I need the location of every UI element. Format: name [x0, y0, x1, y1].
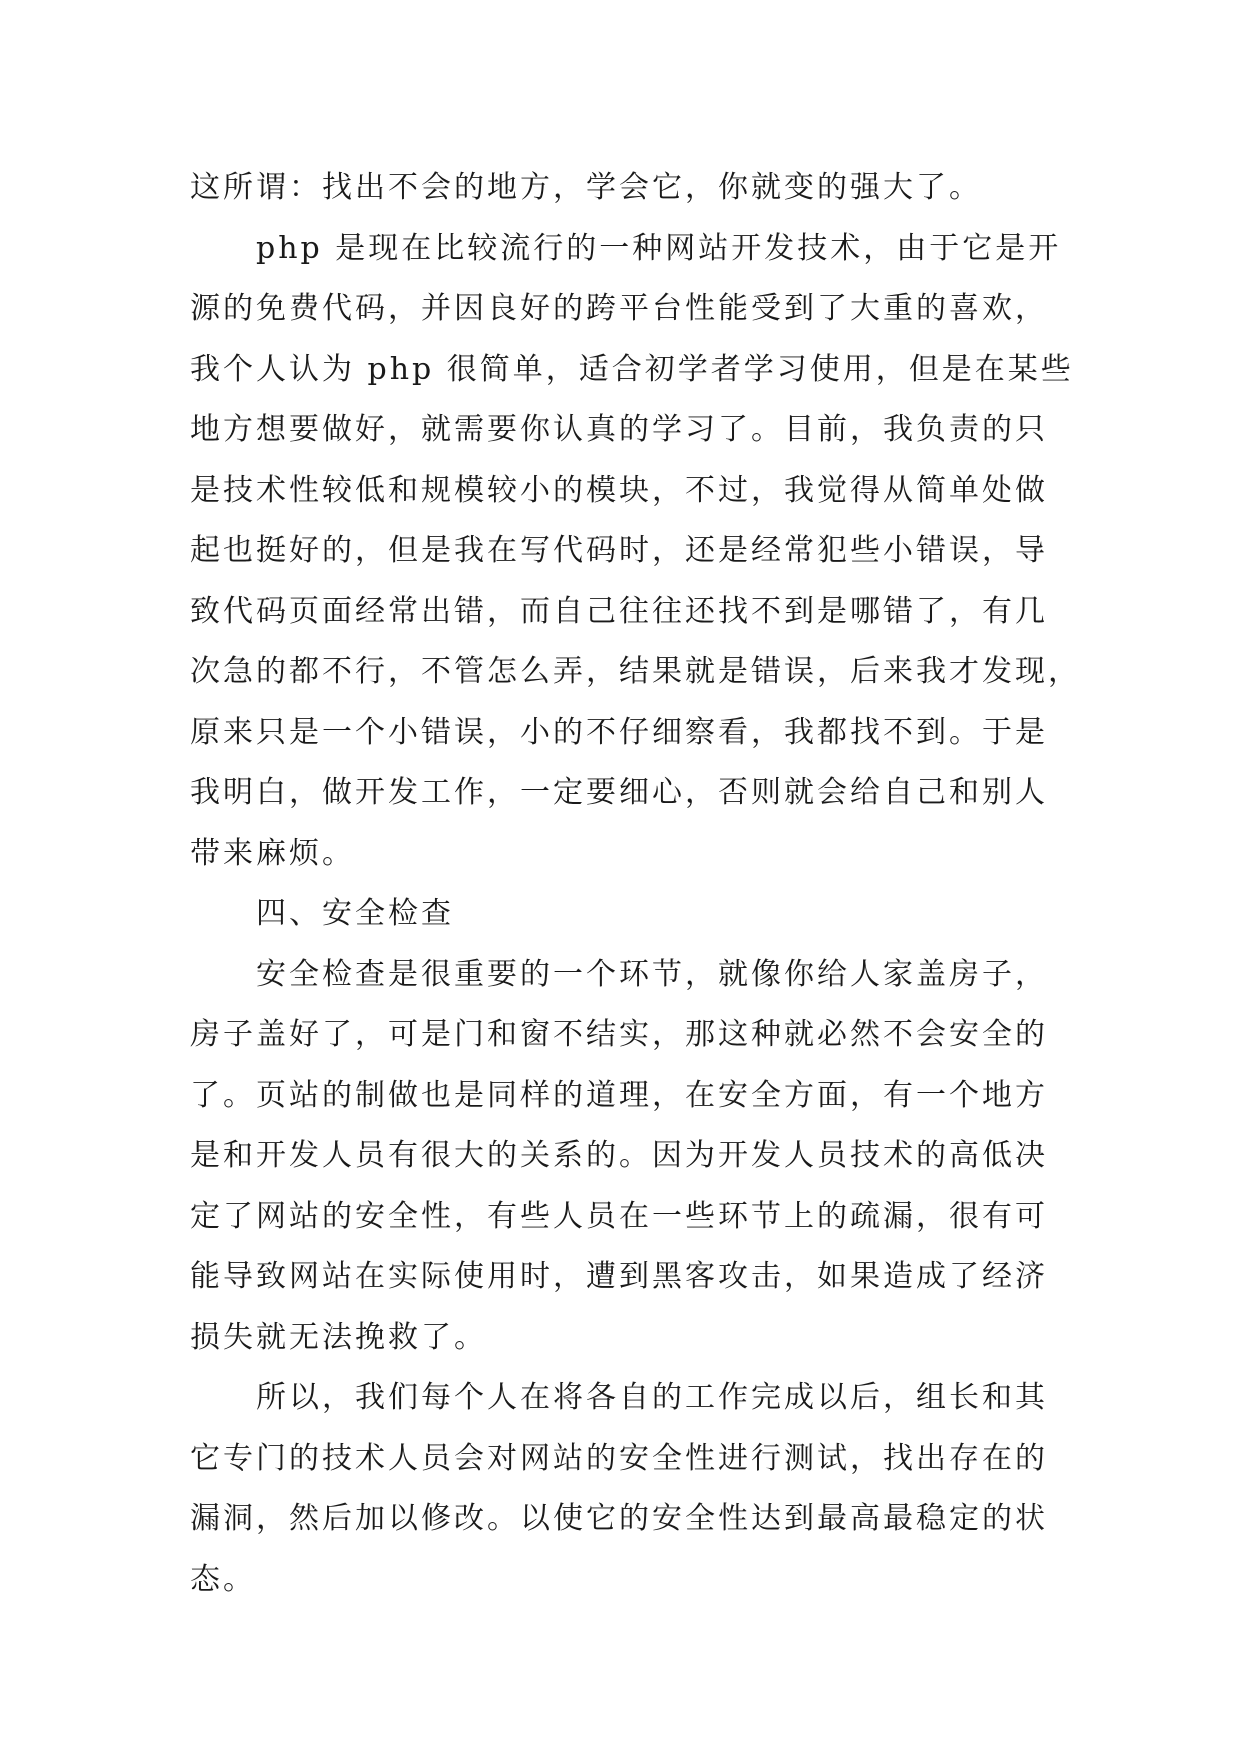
- text-line: 源的免费代码，并因良好的跨平台性能受到了大重的喜欢，: [190, 291, 1048, 326]
- text-line: 漏洞，然后加以修改。以使它的安全性达到最高最稳定的状: [190, 1501, 1048, 1536]
- text-line: 损失就无法挽救了。: [190, 1319, 487, 1355]
- text-line: 能导致网站在实际使用时，遭到黑客攻击，如果造成了经济: [190, 1259, 1048, 1294]
- text-line: 致代码页面经常出错，而自己往往还找不到是哪错了，有几: [190, 593, 1048, 629]
- text-line: 原来只是一个小错误，小的不仔细察看，我都找不到。于是: [190, 714, 1048, 750]
- text-line: 它专门的技术人员会对网站的安全性进行测试，找出存在的: [190, 1440, 1048, 1476]
- text-line: 是和开发人员有很大的关系的。因为开发人员技术的高低决: [190, 1138, 1048, 1173]
- text-line: 房子盖好了，可是门和窗不结实，那这种就必然不会安全的: [190, 1017, 1048, 1052]
- paragraph-start-line: 安全检查是很重要的一个环节，就像你给人家盖房子，: [256, 956, 1048, 992]
- text-line: 起也挺好的，但是我在写代码时，还是经常犯些小错误，导: [190, 533, 1048, 568]
- text-line: 次急的都不行，不管怎么弄，结果就是错误，后来我才发现，: [190, 654, 1081, 689]
- text-line: 是技术性较低和规模较小的模块，不过，我觉得从简单处做: [190, 472, 1048, 508]
- text-line: 我个人认为 php 很简单，适合初学者学习使用，但是在某些: [190, 351, 1074, 387]
- text-line: 带来麻烦。: [190, 835, 355, 871]
- text-line: 这所谓：找出不会的地方，学会它，你就变的强大了。: [190, 170, 982, 205]
- text-line: 定了网站的安全性，有些人员在一些环节上的疏漏，很有可: [190, 1198, 1048, 1234]
- text-line: 地方想要做好，就需要你认真的学习了。目前，我负责的只: [190, 412, 1048, 447]
- paragraph-start-line: 所以，我们每个人在将各自的工作完成以后，组长和其: [256, 1380, 1048, 1415]
- document-body: [190, 158, 1081, 1610]
- text-line: 态。: [190, 1561, 256, 1597]
- text-line: 了。页站的制做也是同样的道理，在安全方面，有一个地方: [190, 1077, 1048, 1113]
- text-line: 我明白，做开发工作，一定要细心，否则就会给自己和别人: [190, 775, 1048, 810]
- paragraph-start-line: php 是现在比较流行的一种网站开发技术，由于它是开: [256, 230, 1062, 266]
- section-heading: 四、安全检查: [256, 896, 454, 931]
